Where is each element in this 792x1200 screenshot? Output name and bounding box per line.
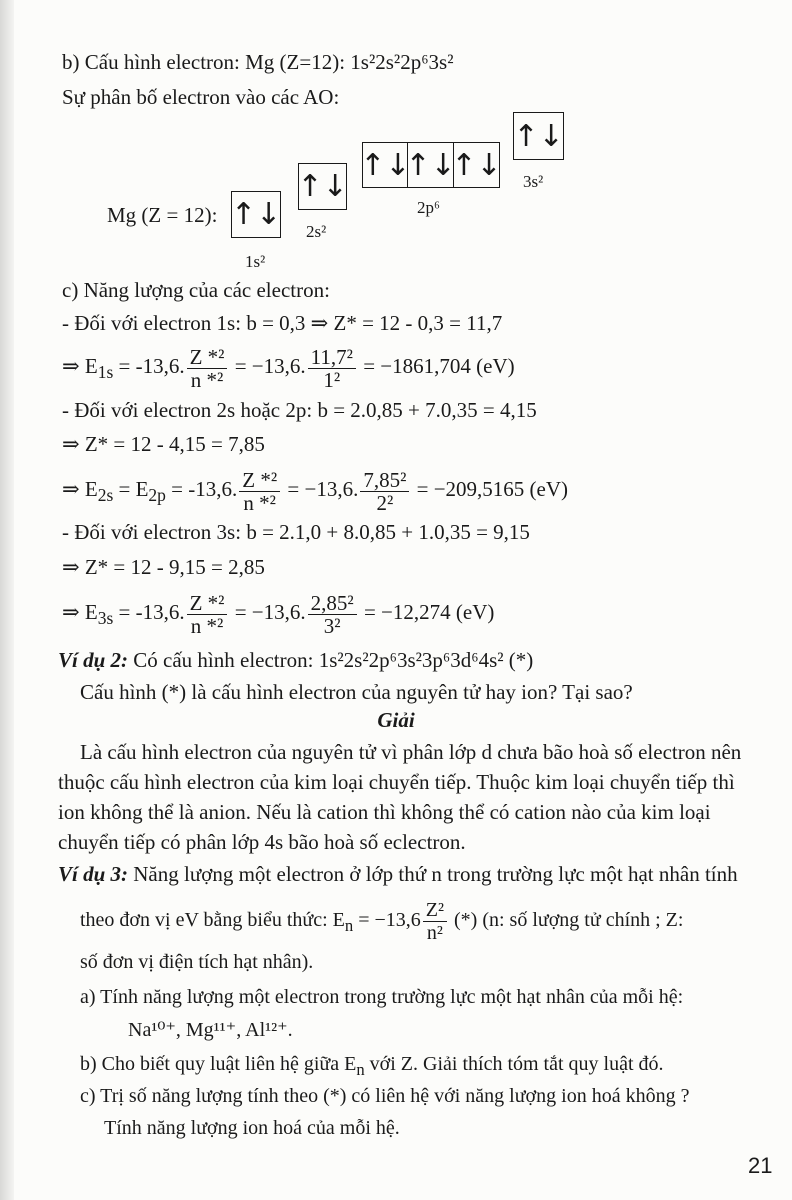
spin-pair-icon: ↑↓ [451,147,502,183]
subscript: 2s [97,485,114,506]
orbital-box-3s [513,112,564,160]
numerator: Z *² [187,346,228,369]
subscript: n [356,1060,365,1079]
numerator: Z² [423,899,447,922]
subscript: 3s [97,608,114,629]
denominator: 2² [376,490,394,515]
result: = −209,5165 (eV) [411,477,569,501]
e3s-formula [62,588,494,642]
part-b-heading: b) Cấu hình electron: Mg (Z=12): 1s²2s²2p⁶3s² [62,50,454,74]
text: Năng lượng một electron ở lớp thứ n trong trường lực một hạt nhân tính [128,862,738,886]
text: = -13,6. [113,354,185,378]
question-c-continued: Tính năng lượng ion hoá của mỗi hệ. [104,1117,400,1139]
result: = −12,274 (eV) [358,600,495,624]
fraction [187,346,228,391]
numerator: 11,7² [308,346,356,369]
example-2-statement [58,648,533,672]
text: = −13,6. [229,354,306,378]
question-b [80,1052,664,1082]
orbital-label-2p: 2p⁶ [417,198,440,217]
denominator: n² [426,921,443,944]
example-3-continuation: số đơn vị điện tích hạt nhân). [80,951,314,973]
spin-pair-icon: ↑↓ [230,197,282,232]
orbital-box-2s [298,163,347,210]
text: với Z. Giải thích tóm tắt quy luật đó. [364,1053,664,1075]
fraction [308,346,356,391]
example-2-question: Cấu hình (*) là cấu hình electron của nguyên tử hay ion? Tại sao? [80,680,633,704]
fraction [423,899,447,944]
e2s-formula [62,465,568,519]
e1s-formula [62,342,515,396]
spin-pair-icon: ↑↓ [513,118,564,154]
text: = −13,6. [229,600,306,624]
orbital-label-1s: 1s² [245,252,266,271]
fraction [360,469,409,514]
orbital-box-2p [362,142,500,188]
atom-label: Mg (Z = 12): [107,203,218,227]
e3s-zeff: ⇒ Z* = 12 - 9,15 = 2,85 [62,555,265,579]
example-label: Ví dụ 3: [58,862,129,886]
orbital-label-3s: 3s² [523,172,544,191]
denominator: n *² [243,490,276,515]
solution-line: Là cấu hình electron của nguyên tử vì phân lớp d chưa bão hoà số electron nên [80,740,742,764]
numerator: Z *² [187,592,228,615]
ao-title: Sự phân bố electron vào các AO: [62,85,340,109]
e2s-zeff: ⇒ Z* = 12 - 4,15 = 7,85 [62,432,265,456]
solution-line: thuộc cấu hình electron của kim loại chuyển tiếp. Thuộc kim loại chuyển tiếp thì [58,770,735,794]
question-a-species: Na¹⁰⁺, Mg¹¹⁺, Al¹²⁺. [128,1019,293,1041]
text: Có cấu hình electron: 1s²2s²2p⁶3s²3p⁶3d⁶4s² (*) [128,648,534,672]
question-c: c) Trị số năng lượng tính theo (*) có liên hệ với năng lượng ion hoá không ? [80,1085,690,1107]
text: = -13,6. [113,600,185,624]
solution-line: ion không thể là anion. Nếu là cation thì không thể có cation nào của kim loại [58,800,711,824]
text: = -13,6. [165,477,238,501]
denominator: n *² [190,367,224,392]
numerator: 2,85² [308,592,357,615]
spin-pair-icon: ↑↓ [297,169,348,204]
text: ⇒ E [62,600,98,624]
text: b) Cho biết quy luật liên hệ giữa E [80,1053,357,1075]
denominator: 3² [323,613,341,638]
fraction [239,469,280,514]
example-label: Ví dụ 2: [58,648,129,672]
fraction [308,592,357,637]
text: = −13,6. [282,477,359,501]
text: = −13,6 [353,909,421,931]
e3s-intro: - Đối với electron 3s: b = 2.1,0 + 8.0,85 + 1.0,35 = 9,15 [62,520,530,544]
e2s-intro: - Đối với electron 2s hoặc 2p: b = 2.0,85 + 7.0,35 = 4,15 [62,398,537,422]
page-number: 21 [748,1153,773,1178]
text: (*) (n: số lượng tử chính ; Z: [449,909,684,931]
question-a: a) Tính năng lượng một electron trong trường lực một hạt nhân của mỗi hệ: [80,986,684,1008]
fraction [187,592,228,637]
denominator: 1² [323,367,341,392]
part-c-heading: c) Năng lượng của các electron: [62,278,330,302]
page-edge-shadow [0,0,14,1200]
subscript: 2p [148,485,166,506]
orbital-label-2s: 2s² [306,222,327,241]
text: ⇒ E [62,477,98,501]
e1s-intro: - Đối với electron 1s: b = 0,3 ⇒ Z* = 12 - 0,3 = 11,7 [62,311,503,335]
subscript: 1s [97,362,114,383]
text: = E [113,477,149,501]
solution-title: Giải [377,708,415,732]
example-3-statement [58,862,738,886]
numerator: Z *² [239,469,280,492]
spin-pair-icon: ↑↓ [408,143,453,187]
solution-line: chuyển tiếp có phân lớp 4s bão hoà số eclectron. [58,830,466,854]
result: = −1861,704 (eV) [357,354,515,378]
orbital-box-1s [231,191,281,238]
numerator: 7,85² [360,469,409,492]
text: theo đơn vị eV bằng biểu thức: E [80,909,345,931]
spin-pair-icon: ↑↓ [363,143,408,187]
example-3-formula-line [80,896,683,950]
denominator: n *² [190,613,224,638]
subscript: n [344,916,354,935]
text: ⇒ E [62,354,98,378]
